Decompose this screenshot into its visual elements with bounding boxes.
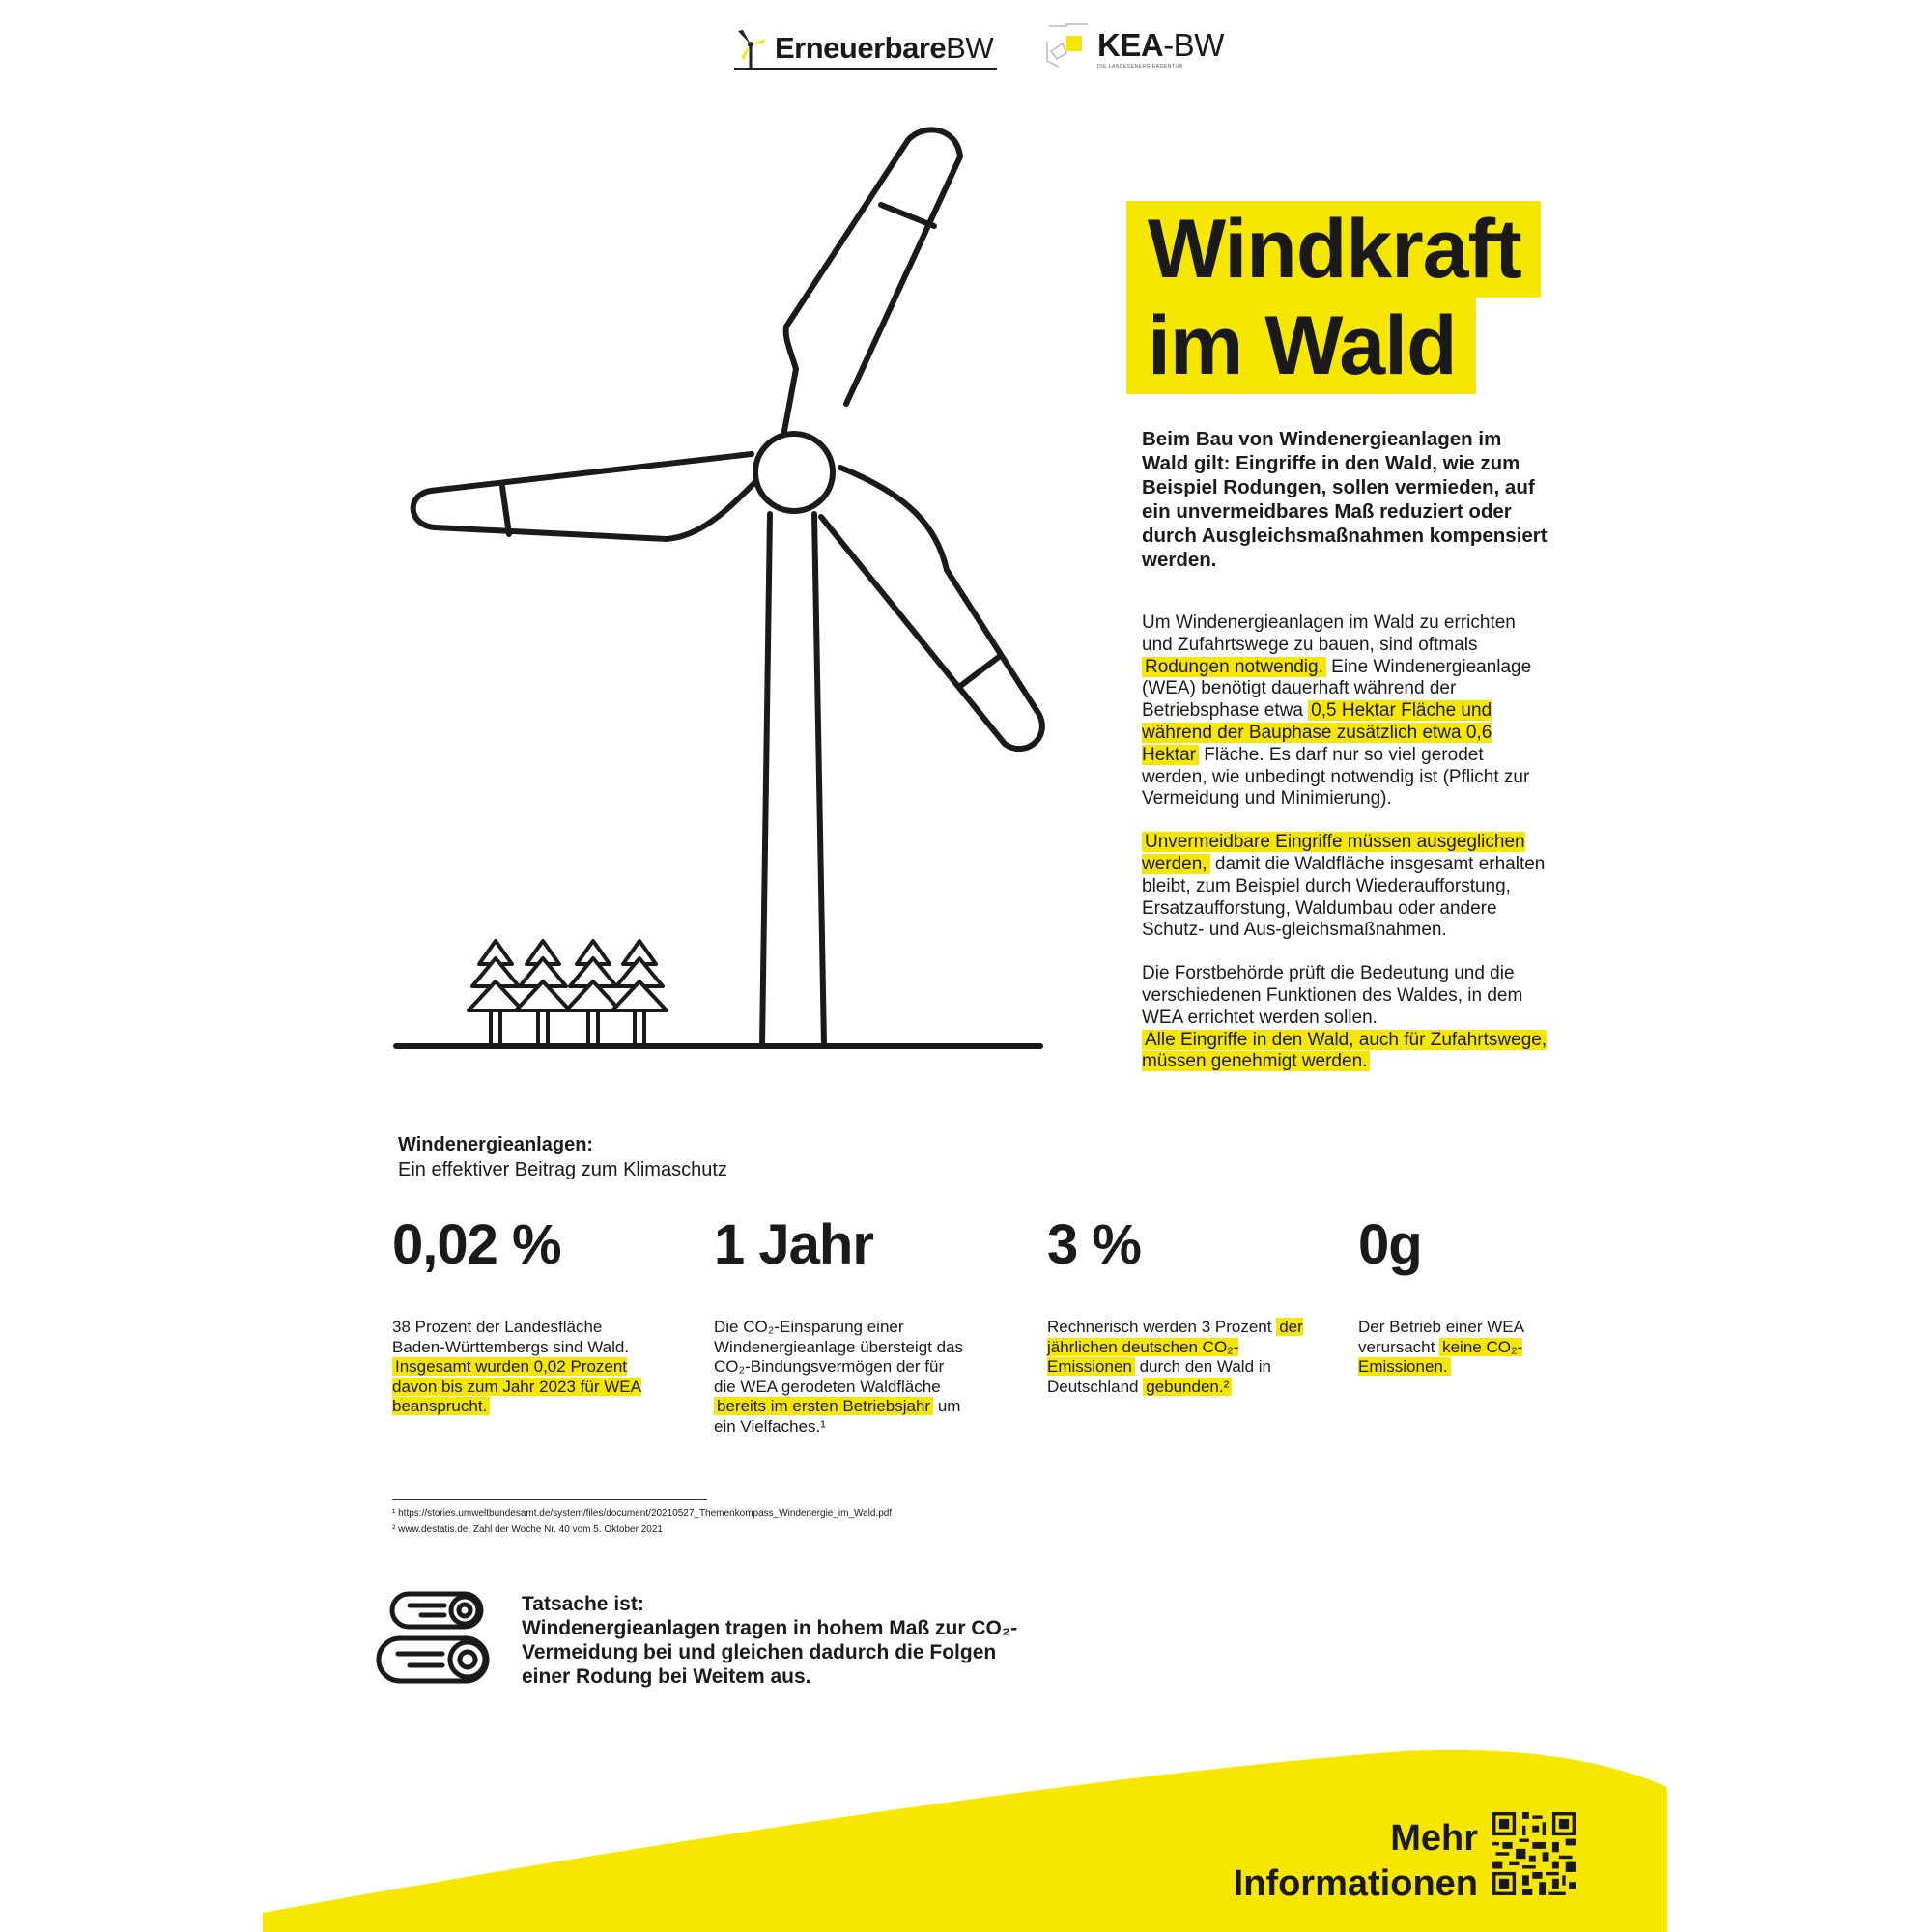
stat-text	[1358, 1318, 1551, 1378]
stat-text-a: Rechnerisch werden 3 Prozent	[1047, 1318, 1277, 1336]
more-info-line-2: Informationen	[1233, 1863, 1478, 1904]
kea-bw-logo	[1043, 21, 1224, 70]
fact-text: Windenergieanlagen tragen in hohem Maß zur CO₂-Vermeidung bei und gleichen dadurch die Folgen einer Rodung bei Weitem aus.	[522, 1617, 1018, 1688]
footnote-1: ¹ https://stories.umweltbundesamt.de/system/files/document/20210527_Themenkompass_Windenergie_im_Wald.pdf	[392, 1508, 893, 1519]
more-info-line-1: Mehr	[1390, 1818, 1478, 1859]
stats-heading	[398, 1132, 727, 1182]
stat-text-a: 38 Prozent der Landesfläche Baden-Württembergs sind Wald.	[392, 1318, 630, 1356]
stat-text-a: Die CO₂-Einsparung einer Windenergieanlage übersteigt das CO₂-Bindungsvermögen der für die WEA gerodeten Waldfläche	[714, 1318, 964, 1396]
stat-value: 1 Jahr	[714, 1213, 873, 1276]
logo1-bold: Erneuerbare	[775, 31, 947, 65]
logo1-light: BW	[946, 31, 994, 65]
body-paragraph-2	[1142, 832, 1548, 942]
turbine-hub	[755, 434, 833, 511]
body-p3-a: Die Forstbehörde prüft die Bedeutung und die verschiedenen Funktionen des Waldes, in dem WEA errichtet werden sollen.	[1142, 963, 1523, 1028]
more-info[interactable]	[1150, 1816, 1478, 1907]
stat-value: 0g	[1358, 1213, 1422, 1276]
body-p2-b: damit die Waldfläche insgesamt erhalten bleibt, zum Beispiel durch Wiederaufforstung, Ersatzaufforstung, Waldumbau oder andere Schutz- und Aus-gleichsmaßnahmen.	[1142, 853, 1546, 941]
body-p1-c: Fläche. Es darf nur so viel gerodet werden, wie unbedingt notwendig ist (Pflicht zur Vermeidung und Minimierung).	[1142, 744, 1530, 810]
tree-icon	[612, 941, 667, 1045]
stat-text-b: durch den Wald in Deutschland	[1047, 1357, 1271, 1396]
body-p1-highlight-1: Rodungen notwendig.	[1142, 657, 1326, 677]
turbine-tower	[762, 514, 824, 1045]
logo2-subtitle: DIE LANDESENERGIEAGENTUR	[1097, 64, 1183, 70]
stat-text	[1047, 1318, 1308, 1397]
logo2-bold: KEA	[1097, 27, 1164, 63]
body-p1-b: Eine Windenergieanlage (WEA) benötigt dauerhaft während der Betriebsphase etwa	[1142, 656, 1532, 722]
title-line-2: im Wald	[1126, 298, 1476, 394]
stat-text-highlight-2: gebunden.²	[1143, 1378, 1232, 1396]
stat-text	[392, 1318, 653, 1417]
stats-title: Windenergieanlagen:	[398, 1134, 594, 1155]
body-p2-highlight: Unvermeidbare Eingriffe müssen ausgeglichen werden,	[1142, 832, 1525, 874]
qr-code-icon[interactable]	[1492, 1812, 1576, 1895]
stats-subtitle: Ein effektiver Beitrag zum Klimaschutz	[398, 1159, 727, 1180]
body-p1-a: Um Windenergieanlagen im Wald zu errichten und Zufahrtswege zu bauen, sind oftmals	[1142, 612, 1516, 655]
logo2-light: -BW	[1163, 27, 1224, 63]
body-p3-highlight: Alle Eingriffe in den Wald, auch für Zufahrtswege, müssen genehmigt werden.	[1142, 1029, 1548, 1072]
turbine-blade-left	[413, 454, 759, 539]
trees-group	[469, 941, 667, 1045]
tree-icon	[516, 941, 570, 1045]
stat-text-highlight: bereits im ersten Betriebsjahr	[714, 1397, 933, 1415]
footnotes	[392, 1505, 892, 1538]
stat-value: 3 %	[1047, 1213, 1141, 1276]
body-paragraph-3	[1142, 963, 1548, 1073]
stat-text-a: Der Betrieb einer WEA verursacht	[1358, 1318, 1524, 1356]
lead-text: Beim Bau von Windenergieanlagen im Wald gilt: Eingriffe in den Wald, wie zum Beispiel Rodungen, sollen vermieden, auf ein unvermeidbares Maß reduziert oder durch Ausgleichsmaßnahmen kompensiert werden.	[1142, 428, 1548, 571]
turbine-blade-top	[782, 129, 960, 441]
stat-card	[392, 1211, 653, 1417]
logs-icon	[375, 1590, 502, 1687]
page-title	[1126, 201, 1541, 394]
fact-block	[522, 1592, 1024, 1689]
stat-text	[714, 1318, 965, 1437]
body-paragraph-1	[1142, 612, 1548, 810]
stat-card	[1047, 1211, 1308, 1397]
body-p1-highlight-2: 0,5 Hektar Fläche und während der Bauphase zusätzlich etwa 0,6 Hektar	[1142, 700, 1492, 765]
stat-text-highlight: der jährlichen deutschen CO₂-Emissionen	[1047, 1318, 1303, 1377]
stat-text-highlight: keine CO₂-Emissionen.	[1358, 1337, 1523, 1377]
title-line-1: Windkraft	[1126, 201, 1541, 298]
tree-icon	[469, 941, 523, 1045]
fact-heading: Tatsache ist:	[522, 1593, 644, 1615]
stat-text-b: um ein Vielfaches.¹	[714, 1397, 961, 1435]
footnote-2: ² www.destatis.de, Zahl der Woche Nr. 40 vom 5. Oktober 2021	[392, 1524, 663, 1535]
wind-turbine-illustration	[0, 0, 1063, 1063]
tree-icon	[566, 941, 620, 1045]
stat-value: 0,02 %	[392, 1213, 561, 1276]
stat-card	[714, 1211, 965, 1437]
stat-card	[1358, 1211, 1551, 1378]
footer-swoosh	[0, 1719, 1932, 1932]
turbine-blade-right	[821, 468, 1042, 749]
footnote-divider	[392, 1499, 707, 1500]
stat-text-highlight: Insgesamt wurden 0,02 Prozent davon bis zum Jahr 2023 für WEA beansprucht.	[392, 1357, 641, 1416]
body-text	[1142, 612, 1548, 1094]
